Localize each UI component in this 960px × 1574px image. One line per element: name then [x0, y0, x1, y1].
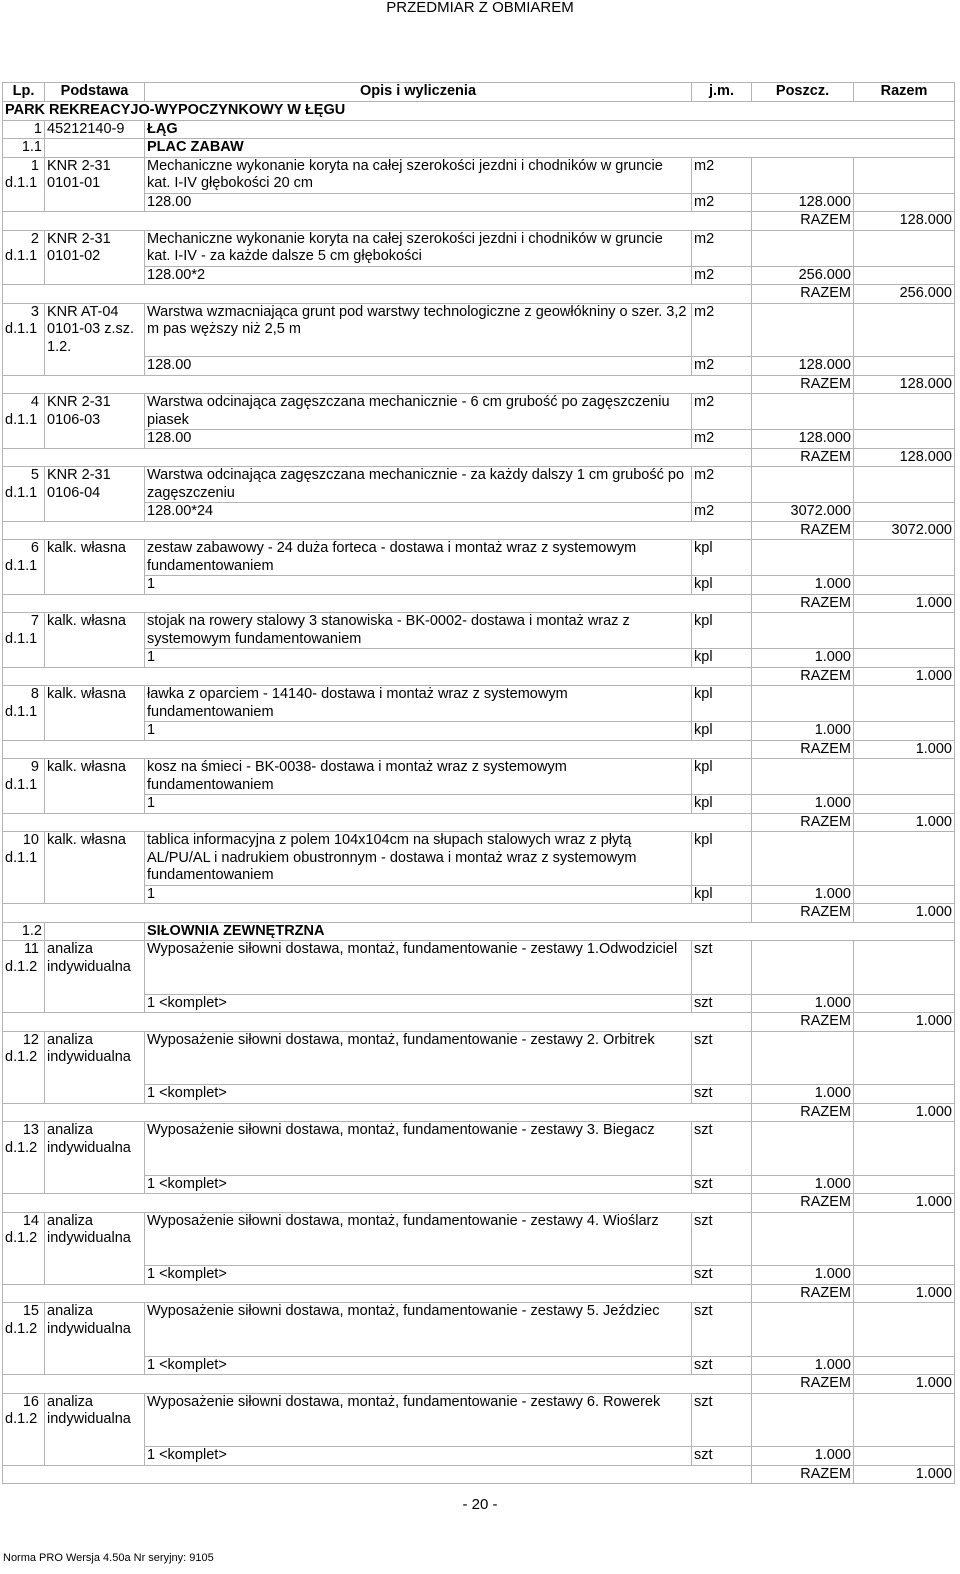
- item-number: 1: [30, 157, 39, 174]
- item-calc-unit: szt: [692, 1085, 752, 1104]
- calc-row: [3, 430, 955, 449]
- item-unit: szt: [692, 941, 752, 995]
- razem-label: RAZEM: [752, 521, 854, 540]
- item-calc-unit: m2: [692, 193, 752, 212]
- item-description: Mechaniczne wykonanie koryta na całej szerokości jezdni i chodników w gruncie kat. I-IV głębokości 20 cm: [145, 157, 692, 193]
- razem-total: 1.000: [854, 904, 955, 923]
- item-basis: analiza indywidualna: [45, 1393, 145, 1465]
- razem-total: 1.000: [854, 740, 955, 759]
- item-unit: kpl: [692, 613, 752, 649]
- item-lp: [3, 1393, 45, 1465]
- table-row: [3, 1303, 955, 1357]
- item-calculation: 128.00: [145, 430, 692, 449]
- razem-total: 128.000: [854, 448, 955, 467]
- item-code: d.1.1: [5, 703, 38, 720]
- item-unit: m2: [692, 303, 752, 357]
- item-lp: [3, 157, 45, 212]
- item-quantity: 128.000: [752, 193, 854, 212]
- razem-total: 1.000: [854, 1103, 955, 1122]
- col-opis: Opis i wyliczenia: [145, 83, 692, 102]
- item-description: tablica informacyjna z polem 104x104cm na słupach stalowych wraz z płytą AL/PU/AL i nadrukiem obustronnym - dostawa i montaż wraz z systemowym fundamentowaniem: [145, 832, 692, 886]
- item-calc-unit: kpl: [692, 885, 752, 904]
- calc-row: [3, 266, 955, 285]
- razem-row: [3, 594, 955, 613]
- item-basis: analiza indywidualna: [45, 1212, 145, 1284]
- col-poszcz: Poszcz.: [752, 83, 854, 102]
- item-number: 11: [23, 941, 39, 957]
- razem-row: [3, 521, 955, 540]
- item-code: d.1.1: [5, 321, 38, 337]
- item-quantity: 1.000: [752, 576, 854, 595]
- razem-row: [3, 375, 955, 394]
- calc-row: [3, 1175, 955, 1194]
- razem-row: [3, 1103, 955, 1122]
- item-unit: kpl: [692, 759, 752, 795]
- razem-label: RAZEM: [752, 1375, 854, 1394]
- estimate-table: [2, 82, 955, 1484]
- table-row: [3, 394, 955, 430]
- item-quantity: 1.000: [752, 795, 854, 814]
- item-quantity: 1.000: [752, 1447, 854, 1466]
- calc-row: [3, 503, 955, 522]
- item-calc-unit: szt: [692, 994, 752, 1013]
- subsection-num: 1.2: [3, 922, 45, 941]
- table-row: [3, 1393, 955, 1447]
- item-description: Wyposażenie siłowni dostawa, montaż, fundamentowanie - zestawy 6. Rowerek: [145, 1393, 692, 1447]
- razem-label: RAZEM: [752, 212, 854, 231]
- item-code: d.1.2: [5, 1049, 38, 1065]
- item-code: d.1.1: [5, 484, 38, 501]
- item-unit: m2: [692, 467, 752, 503]
- calc-row: [3, 576, 955, 595]
- razem-label: RAZEM: [752, 1465, 854, 1484]
- subsection-name: PLAC ZABAW: [145, 139, 955, 158]
- item-lp: [3, 1212, 45, 1284]
- item-number: 3: [30, 303, 39, 320]
- razem-row: [3, 1375, 955, 1394]
- item-description: Wyposażenie siłowni dostawa, montaż, fundamentowanie - zestawy 1.Odwodziciel: [145, 941, 692, 995]
- table-row: [3, 467, 955, 503]
- item-quantity: 1.000: [752, 649, 854, 668]
- item-basis: kalk. własna: [45, 540, 145, 595]
- item-number: 14: [22, 1212, 39, 1229]
- item-number: 13: [22, 1122, 39, 1138]
- item-quantity: 1.000: [752, 1266, 854, 1285]
- razem-row: [3, 1465, 955, 1484]
- item-basis: analiza indywidualna: [45, 1122, 145, 1194]
- item-lp: [3, 394, 45, 449]
- item-calculation: 1: [145, 649, 692, 668]
- calc-row: [3, 994, 955, 1013]
- razem-row: [3, 667, 955, 686]
- col-jm: j.m.: [692, 83, 752, 102]
- subsection-row-1-1: [3, 139, 955, 158]
- item-calc-unit: szt: [692, 1447, 752, 1466]
- col-lp: Lp.: [3, 83, 45, 102]
- software-footer: Norma PRO Wersja 4.50a Nr seryjny: 9105: [3, 1552, 214, 1564]
- item-code: d.1.1: [5, 776, 38, 793]
- item-number: 12: [22, 1031, 39, 1048]
- item-quantity: 1.000: [752, 1356, 854, 1375]
- razem-label: RAZEM: [752, 1284, 854, 1303]
- item-number: 16: [22, 1393, 39, 1410]
- table-header-row: [3, 83, 955, 102]
- item-basis: KNR 2-31 0101-02: [45, 230, 145, 285]
- item-calculation: 128.00: [145, 357, 692, 376]
- calc-row: [3, 885, 955, 904]
- razem-total: 1.000: [854, 1375, 955, 1394]
- item-quantity: 1.000: [752, 994, 854, 1013]
- item-unit: szt: [692, 1393, 752, 1447]
- item-basis: analiza indywidualna: [45, 1031, 145, 1103]
- razem-row: [3, 740, 955, 759]
- item-lp: [3, 941, 45, 1013]
- razem-row: [3, 1194, 955, 1213]
- razem-total: 1.000: [854, 667, 955, 686]
- item-code: d.1.2: [5, 958, 38, 975]
- item-code: d.1.2: [5, 1411, 38, 1427]
- item-quantity: 3072.000: [752, 503, 854, 522]
- calc-row: [3, 795, 955, 814]
- razem-total: 128.000: [854, 212, 955, 231]
- project-name: PARK REKREACYJO-WYPOCZYNKOWY W ŁĘGU: [3, 102, 955, 121]
- item-calc-unit: szt: [692, 1175, 752, 1194]
- item-number: 7: [30, 613, 39, 629]
- table-row: [3, 303, 955, 357]
- item-calculation: 1 <komplet>: [145, 1356, 692, 1375]
- item-calculation: 1 <komplet>: [145, 1175, 692, 1194]
- razem-label: RAZEM: [752, 1103, 854, 1122]
- item-lp: [3, 759, 45, 814]
- item-calculation: 1: [145, 722, 692, 741]
- item-lp: [3, 467, 45, 522]
- item-unit: szt: [692, 1031, 752, 1085]
- item-basis: KNR 2-31 0106-04: [45, 467, 145, 522]
- table-row: [3, 941, 955, 995]
- item-calculation: 1: [145, 795, 692, 814]
- item-number: 4: [30, 394, 39, 410]
- subsection-row-1-2: [3, 922, 955, 941]
- item-quantity: 128.000: [752, 357, 854, 376]
- item-basis: KNR 2-31 0101-01: [45, 157, 145, 212]
- item-number: 10: [22, 832, 39, 848]
- item-basis: kalk. własna: [45, 759, 145, 814]
- item-quantity: 128.000: [752, 430, 854, 449]
- table-row: [3, 1122, 955, 1176]
- razem-label: RAZEM: [752, 375, 854, 394]
- item-calculation: 1 <komplet>: [145, 994, 692, 1013]
- razem-label: RAZEM: [752, 667, 854, 686]
- razem-label: RAZEM: [752, 285, 854, 304]
- project-row: [3, 102, 955, 121]
- item-calculation: 1 <komplet>: [145, 1085, 692, 1104]
- item-basis: analiza indywidualna: [45, 1303, 145, 1375]
- item-code: d.1.1: [5, 175, 38, 191]
- item-calc-unit: szt: [692, 1356, 752, 1375]
- section-num: 1: [3, 120, 45, 139]
- item-calc-unit: m2: [692, 503, 752, 522]
- table-row: [3, 832, 955, 886]
- razem-row: [3, 285, 955, 304]
- item-unit: m2: [692, 157, 752, 193]
- item-lp: [3, 1122, 45, 1194]
- item-lp: [3, 1303, 45, 1375]
- item-unit: m2: [692, 230, 752, 266]
- razem-total: 3072.000: [854, 521, 955, 540]
- item-calculation: 128.00: [145, 193, 692, 212]
- item-code: d.1.2: [5, 1320, 38, 1337]
- table-row: [3, 1031, 955, 1085]
- item-basis: analiza indywidualna: [45, 941, 145, 1013]
- item-number: 9: [30, 759, 39, 775]
- item-lp: [3, 540, 45, 595]
- item-number: 5: [30, 467, 39, 483]
- item-unit: m2: [692, 394, 752, 430]
- table-row: [3, 686, 955, 722]
- item-description: Wyposażenie siłowni dostawa, montaż, fundamentowanie - zestawy 4. Wioślarz: [145, 1212, 692, 1266]
- item-calculation: 1: [145, 885, 692, 904]
- table-row: [3, 230, 955, 266]
- item-calc-unit: m2: [692, 430, 752, 449]
- item-lp: [3, 613, 45, 668]
- item-calculation: 128.00*2: [145, 266, 692, 285]
- item-quantity: 1.000: [752, 722, 854, 741]
- razem-label: RAZEM: [752, 904, 854, 923]
- item-basis: KNR 2-31 0106-03: [45, 394, 145, 449]
- item-calc-unit: kpl: [692, 576, 752, 595]
- item-description: ławka z oparciem - 14140- dostawa i montaż wraz z systemowym fundamentowaniem: [145, 686, 692, 722]
- item-quantity: 1.000: [752, 1085, 854, 1104]
- item-unit: szt: [692, 1303, 752, 1357]
- item-number: 8: [30, 686, 39, 702]
- item-calculation: 1 <komplet>: [145, 1266, 692, 1285]
- col-podstawa: Podstawa: [45, 83, 145, 102]
- item-unit: kpl: [692, 686, 752, 722]
- razem-total: 1.000: [854, 1465, 955, 1484]
- page-number: - 20 -: [462, 1496, 498, 1513]
- item-calculation: 1: [145, 576, 692, 595]
- table-row: [3, 1212, 955, 1266]
- item-description: Wyposażenie siłowni dostawa, montaż, fundamentowanie - zestawy 5. Jeździec: [145, 1303, 692, 1357]
- razem-row: [3, 1013, 955, 1032]
- razem-label: RAZEM: [752, 594, 854, 613]
- razem-total: 128.000: [854, 375, 955, 394]
- item-code: d.1.2: [5, 1139, 38, 1156]
- section-code: 45212140-9: [45, 120, 145, 139]
- razem-total: 1.000: [854, 1194, 955, 1213]
- item-code: d.1.1: [5, 248, 38, 264]
- calc-row: [3, 357, 955, 376]
- item-description: stojak na rowery stalowy 3 stanowiska - BK-0002- dostawa i montaż wraz z systemowym fundamentowaniem: [145, 613, 692, 649]
- item-quantity: 1.000: [752, 885, 854, 904]
- calc-row: [3, 1085, 955, 1104]
- page-header: PRZEDMIAR Z OBMIAREM: [386, 0, 574, 16]
- item-code: d.1.2: [5, 1230, 38, 1246]
- razem-total: 1.000: [854, 594, 955, 613]
- table-row: [3, 157, 955, 193]
- razem-label: RAZEM: [752, 740, 854, 759]
- table-row: [3, 759, 955, 795]
- item-calc-unit: kpl: [692, 795, 752, 814]
- item-lp: [3, 230, 45, 285]
- razem-label: RAZEM: [752, 1013, 854, 1032]
- table-row: [3, 613, 955, 649]
- item-calc-unit: kpl: [692, 722, 752, 741]
- item-calc-unit: m2: [692, 266, 752, 285]
- item-basis: kalk. własna: [45, 613, 145, 668]
- item-description: Warstwa odcinająca zagęszczana mechanicznie - 6 cm grubość po zagęszczeniu piasek: [145, 394, 692, 430]
- razem-label: RAZEM: [752, 448, 854, 467]
- item-description: Warstwa odcinająca zagęszczana mechanicznie - za każdy dalszy 1 cm grubość po zagęszczeniu: [145, 467, 692, 503]
- item-description: Mechaniczne wykonanie koryta na całej szerokości jezdni i chodników w gruncie kat. I-IV - za każde dalsze 5 cm głębokości: [145, 230, 692, 266]
- calc-row: [3, 193, 955, 212]
- razem-row: [3, 212, 955, 231]
- razem-row: [3, 1284, 955, 1303]
- item-basis: kalk. własna: [45, 686, 145, 741]
- table-row: [3, 540, 955, 576]
- item-calc-unit: szt: [692, 1266, 752, 1285]
- item-basis: kalk. własna: [45, 832, 145, 904]
- item-code: d.1.1: [5, 557, 38, 574]
- item-calculation: 128.00*24: [145, 503, 692, 522]
- item-unit: szt: [692, 1122, 752, 1176]
- item-description: Warstwa wzmacniająca grunt pod warstwy technologiczne z geowłókniny o szer. 3,2 m pas węższy niż 2,5 m: [145, 303, 692, 357]
- item-calc-unit: m2: [692, 357, 752, 376]
- item-unit: kpl: [692, 540, 752, 576]
- item-quantity: 256.000: [752, 266, 854, 285]
- item-description: zestaw zabawowy - 24 duża forteca - dostawa i montaż wraz z systemowym fundamentowaniem: [145, 540, 692, 576]
- item-unit: szt: [692, 1212, 752, 1266]
- item-basis: KNR AT-04 0101-03 z.sz. 1.2.: [45, 303, 145, 375]
- razem-total: 1.000: [854, 1284, 955, 1303]
- item-code: d.1.1: [5, 630, 38, 647]
- razem-total: 256.000: [854, 285, 955, 304]
- item-code: d.1.1: [5, 411, 38, 428]
- item-number: 6: [30, 540, 39, 556]
- razem-row: [3, 904, 955, 923]
- item-number: 2: [30, 230, 39, 247]
- subsection-name: SIŁOWNIA ZEWNĘTRZNA: [145, 922, 955, 941]
- razem-label: RAZEM: [752, 813, 854, 832]
- section-name: ŁĄG: [145, 120, 955, 139]
- item-lp: [3, 832, 45, 904]
- item-quantity: 1.000: [752, 1175, 854, 1194]
- calc-row: [3, 1447, 955, 1466]
- item-lp: [3, 1031, 45, 1103]
- calc-row: [3, 722, 955, 741]
- calc-row: [3, 1266, 955, 1285]
- calc-row: [3, 1356, 955, 1375]
- item-lp: [3, 303, 45, 375]
- item-number: 15: [22, 1303, 39, 1319]
- item-description: kosz na śmieci - BK-0038- dostawa i montaż wraz z systemowym fundamentowaniem: [145, 759, 692, 795]
- item-calculation: 1 <komplet>: [145, 1447, 692, 1466]
- item-calc-unit: kpl: [692, 649, 752, 668]
- razem-label: RAZEM: [752, 1194, 854, 1213]
- razem-row: [3, 448, 955, 467]
- item-code: d.1.1: [5, 849, 38, 866]
- item-lp: [3, 686, 45, 741]
- calc-row: [3, 649, 955, 668]
- razem-total: 1.000: [854, 1013, 955, 1032]
- item-description: Wyposażenie siłowni dostawa, montaż, fundamentowanie - zestawy 3. Biegacz: [145, 1122, 692, 1176]
- item-description: Wyposażenie siłowni dostawa, montaż, fundamentowanie - zestawy 2. Orbitrek: [145, 1031, 692, 1085]
- razem-row: [3, 813, 955, 832]
- razem-total: 1.000: [854, 813, 955, 832]
- subsection-num: 1.1: [3, 139, 45, 158]
- col-razem: Razem: [854, 83, 955, 102]
- item-unit: kpl: [692, 832, 752, 886]
- section-row: [3, 120, 955, 139]
